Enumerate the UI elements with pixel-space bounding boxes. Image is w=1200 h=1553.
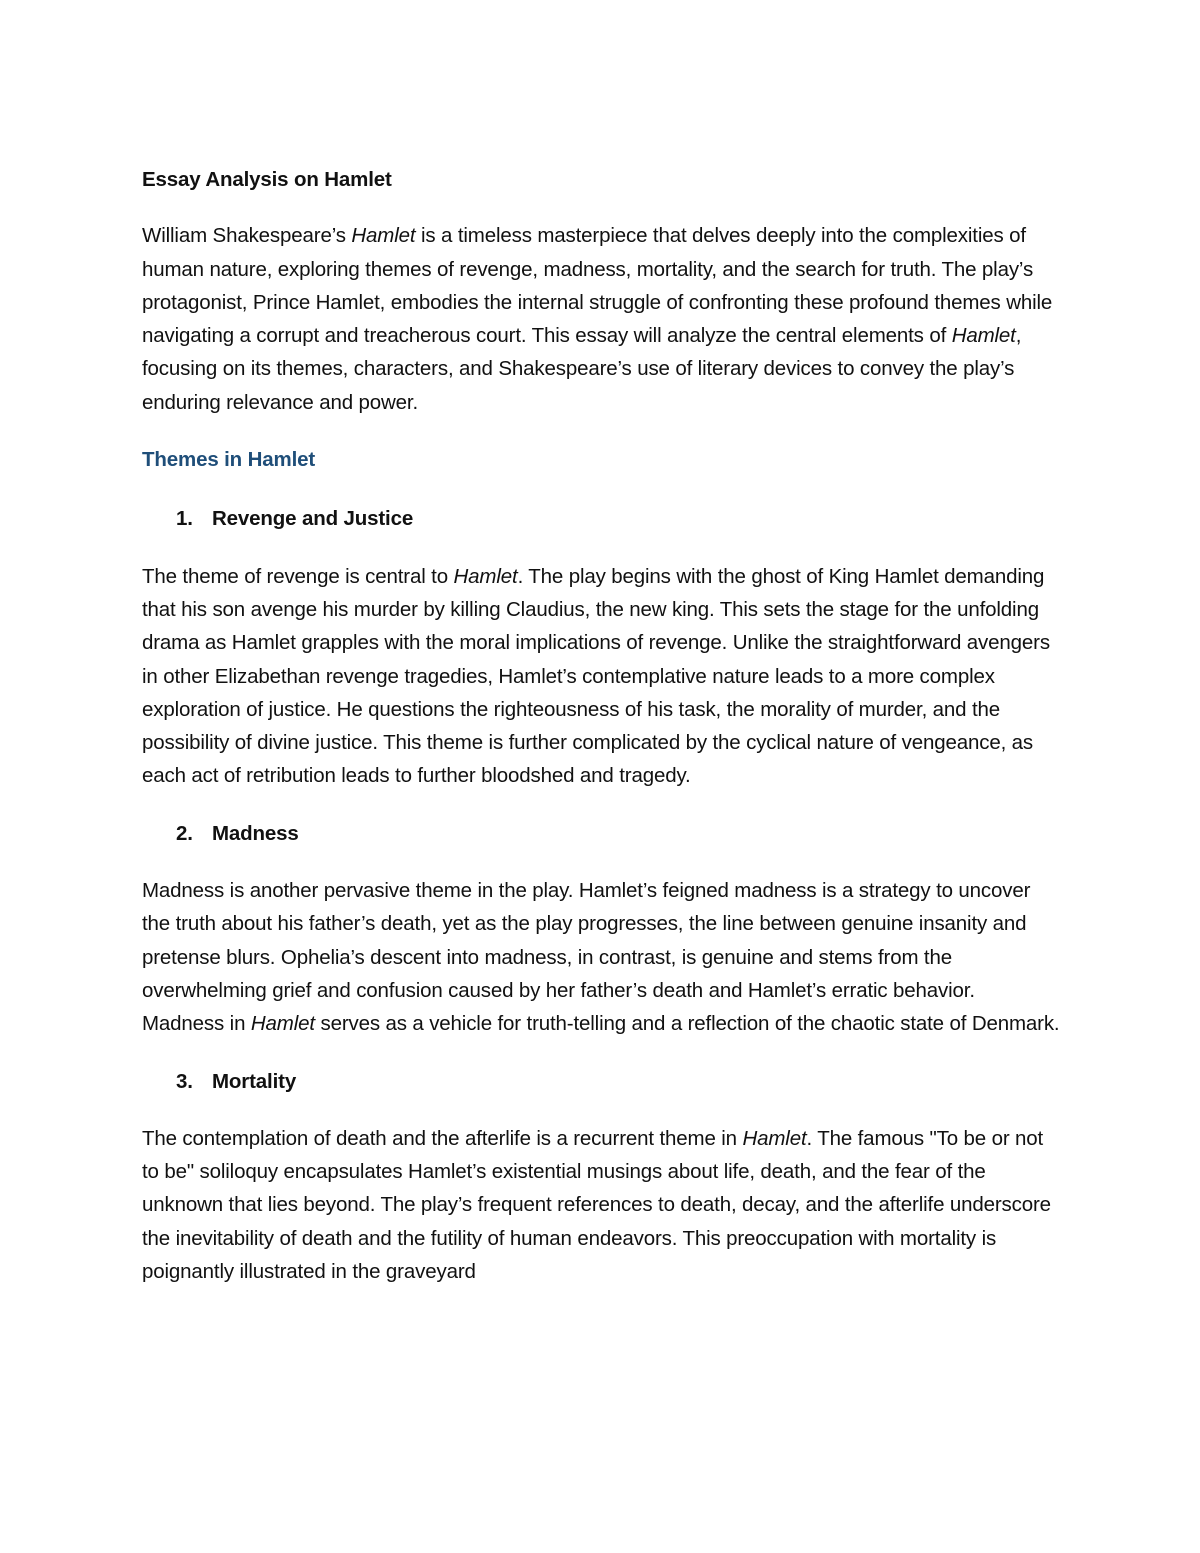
subheading-revenge <box>142 502 1062 535</box>
paragraph-text: serves as a vehicle for truth-telling and a reflection of the chaotic state of Denmark. <box>314 1012 1060 1036</box>
intro-text-3: , focusing on its themes, characters, and Shakespeare’s use of literary devices to convey the play’s enduring relevance and power. <box>142 324 1022 414</box>
subheading-number: 1. <box>176 507 193 531</box>
intro-text-2: is a timeless masterpiece that delves deeply into the complexities of human nature, exploring themes of revenge, madness, mortality, and the search for truth. The play’s protagonist, Prince Hamlet, embodies the internal struggle of confronting these profound themes while navigating a corrupt and treacherous court. This essay will analyze the central elements of <box>142 224 1053 348</box>
paragraph-text: The theme of revenge is central to <box>142 564 454 588</box>
paragraph-italic: Hamlet <box>742 1126 807 1150</box>
paragraph-text: . The famous "To be or not to be" soliloquy encapsulates Hamlet’s existential musings about life, death, and the fear of the unknown that lies beyond. The play’s frequent references to death, decay, and the afterlife underscore the inevitability of death and the futility of human endeavors. This preoccupation with mortality is poignantly illustrated in the graveyard <box>142 1126 1051 1284</box>
subheading-number: 3. <box>176 1069 193 1093</box>
paragraph-revenge <box>142 560 1062 793</box>
paragraph-mortality <box>142 1122 1062 1288</box>
paragraph-italic: Hamlet <box>453 564 518 588</box>
subheading-label: Madness <box>212 821 299 845</box>
intro-text-1: William Shakespeare’s <box>142 224 352 248</box>
intro-italic-1: Hamlet <box>351 224 416 248</box>
document-body <box>142 163 1062 1312</box>
paragraph-text: Madness is another pervasive theme in the play. Hamlet’s feigned madness is a strategy to uncover the truth about his father’s death, yet as the play progresses, the line between genuine insanity and pretense blurs. Ophelia’s descent into madness, in contrast, is genuine and stems from the overwhelming grief and confusion caused by her father’s death and Hamlet’s erratic behavior. Madness in <box>142 879 1031 1036</box>
paragraph-text: . The play begins with the ghost of King Hamlet demanding that his son avenge his murder by killing Claudius, the new king. This sets the stage for the unfolding drama as Hamlet grapples with the moral implications of revenge. Unlike the straightforward avengers in other Elizabethan revenge tragedies, Hamlet’s contemplative nature leads to a more complex exploration of justice. He questions the righteousness of his task, the morality of murder, and the possibility of divine justice. This theme is further complicated by the cyclical nature of vengeance, as each act of retribution leads to further bloodshed and tragedy. <box>142 564 1050 788</box>
document-title: Essay Analysis on Hamlet <box>142 168 392 191</box>
subheading-mortality <box>142 1065 1062 1098</box>
subheading-number: 2. <box>176 821 193 845</box>
intro-italic-2: Hamlet <box>951 324 1016 348</box>
paragraph-italic: Hamlet <box>250 1012 315 1036</box>
subheading-madness <box>142 817 1062 850</box>
paragraph-text: The contemplation of death and the afterlife is a recurrent theme in <box>142 1126 743 1150</box>
intro-paragraph <box>142 219 1062 419</box>
subheading-label: Mortality <box>212 1069 297 1093</box>
section-heading-themes: Themes in Hamlet <box>142 448 316 472</box>
subheading-label: Revenge and Justice <box>212 507 414 531</box>
paragraph-madness <box>142 874 1062 1040</box>
